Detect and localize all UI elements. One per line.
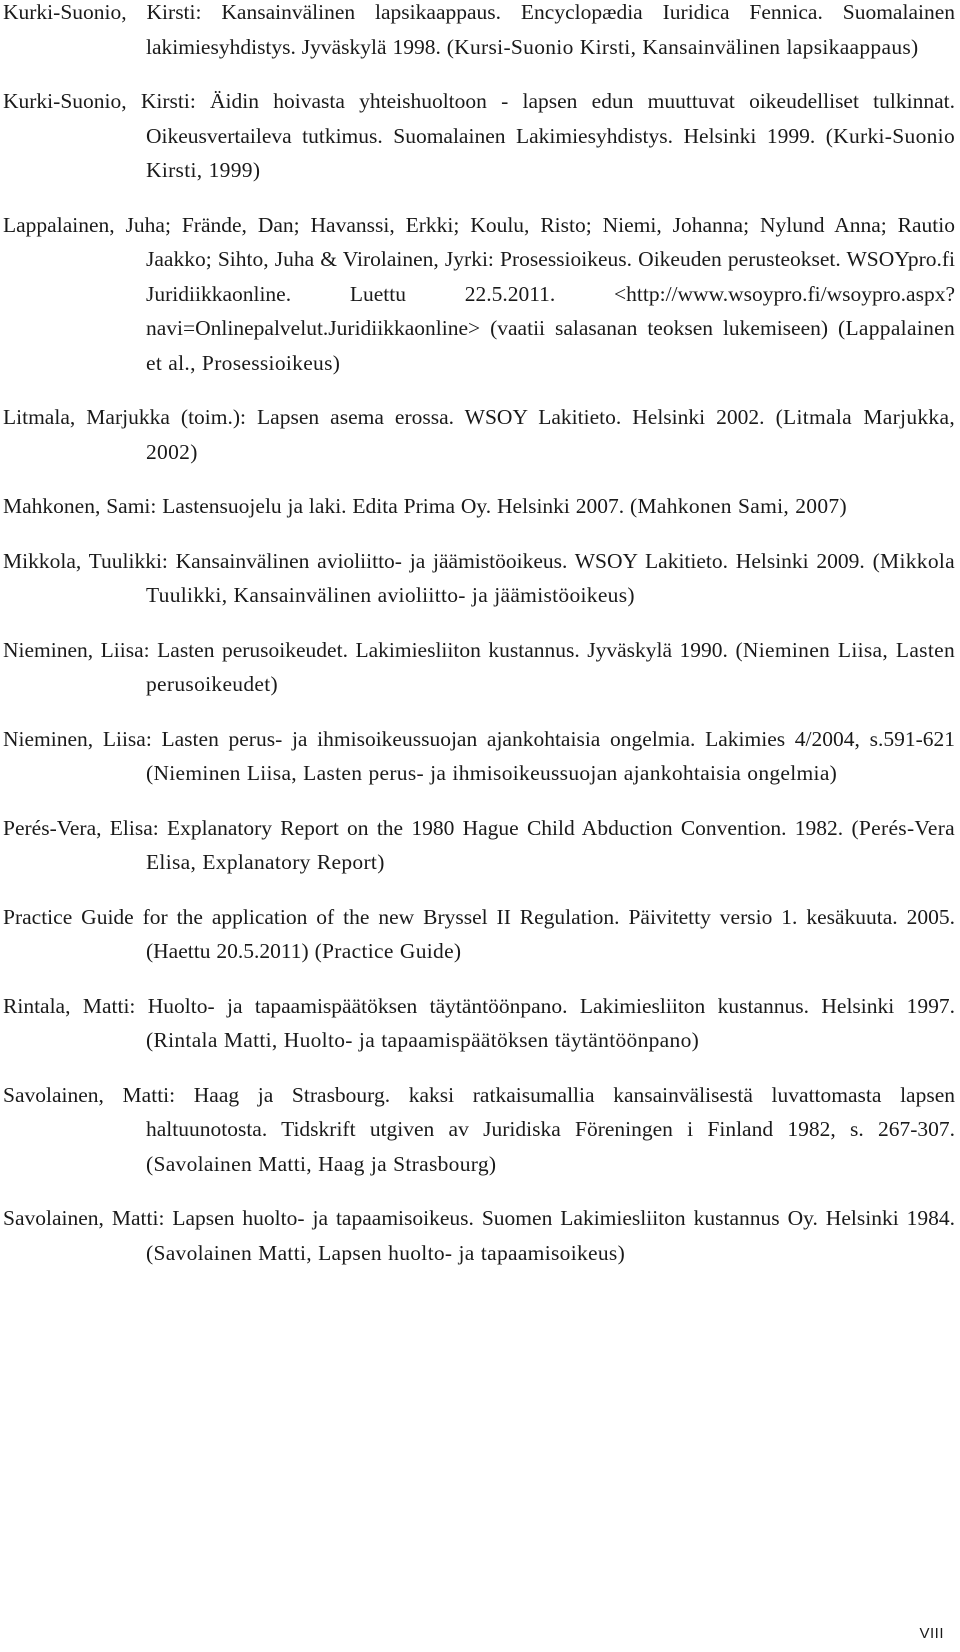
reference-short-citation: (Practice Guide) bbox=[314, 939, 462, 963]
reference-short-citation: (Lappalainen et al., Prosessioikeus) bbox=[146, 316, 956, 375]
reference-entry bbox=[3, 989, 955, 1058]
reference-short-citation: (Nieminen Liisa, Lasten perusoikeudet) bbox=[146, 637, 955, 696]
reference-entry bbox=[3, 1201, 955, 1270]
reference-short-citation: (Savolainen Matti, Haag ja Strasbourg) bbox=[146, 1151, 497, 1176]
reference-text: Perés-Vera, Elisa: Explanatory Report on the 1980 Hague Child Abduction Convention. 1982. bbox=[3, 815, 844, 840]
page-number: VIII bbox=[919, 1625, 944, 1642]
reference-text: Practice Guide for the application of the new Bryssel II Regulation. Päivitetty versio 1. kesäkuuta. 2005. (Haettu 20.5.2011) bbox=[3, 904, 955, 963]
reference-entry bbox=[3, 811, 955, 880]
reference-text: Nieminen, Liisa: Lasten perusoikeudet. Lakimiesliiton kustannus. Jyväskylä 1990. bbox=[3, 637, 728, 662]
reference-text: Mikkola, Tuulikki: Kansainvälinen avioliitto- ja jäämistöoikeus. WSOY Lakitieto. Helsinki 2009. bbox=[3, 548, 865, 573]
reference-entry bbox=[3, 489, 955, 524]
reference-entry bbox=[3, 900, 955, 969]
reference-text: Kurki-Suonio, Kirsti: Kansainvälinen lapsikaappaus. Encyclopædia Iuridica Fennica. Suomalainen lakimiesyhdistys. Jyväskylä 1998. bbox=[3, 0, 955, 59]
reference-short-citation: (Nieminen Liisa, Lasten perus- ja ihmisoikeussuojan ajankohtaisia ongelmia) bbox=[146, 761, 838, 785]
reference-entry bbox=[3, 0, 955, 64]
reference-entry bbox=[3, 633, 955, 702]
reference-text: Lappalainen, Juha; Frände, Dan; Havanssi, Erkki; Koulu, Risto; Niemi, Johanna; Nylund Anna; Rautio Jaakko; Sihto, Juha & Virolainen, Jyrki: Prosessioikeus. Oikeuden perusteokset. WSOYpro.fi Juridiikkaonline. Luettu 22.5.2011. <http://www.wsoypro.fi/wsoypro.aspx?navi=Onlinepalvelut.Juridiikkaonline> (vaatii salasanan teoksen lukemiseen) bbox=[3, 212, 955, 340]
reference-list bbox=[3, 0, 955, 1290]
reference-text: Savolainen, Matti: Haag ja Strasbourg. kaksi ratkaisumallia kansainvälisestä luvattomasta lapsen haltuunotosta. Tidskrift utgiven av Juridiska Föreningen i Finland 1982, s. 267-307. bbox=[3, 1082, 955, 1141]
reference-short-citation: (Kurki-Suonio Kirsti, 1999) bbox=[146, 123, 955, 182]
reference-text: Kurki-Suonio, Kirsti: Äidin hoivasta yhteishuoltoon - lapsen edun muuttuvat oikeudelliset tulkinnat. Oikeusvertaileva tutkimus. Suomalainen Lakimiesyhdistys. Helsinki 1999. bbox=[3, 89, 955, 148]
reference-text: Litmala, Marjukka (toim.): Lapsen asema erossa. WSOY Lakitieto. Helsinki 2002. bbox=[3, 405, 765, 429]
reference-entry bbox=[3, 84, 955, 188]
reference-short-citation: (Kursi-Suonio Kirsti, Kansainvälinen lapsikaappaus) bbox=[446, 34, 919, 59]
reference-entry bbox=[3, 544, 955, 613]
reference-entry bbox=[3, 208, 955, 381]
reference-entry bbox=[3, 400, 955, 469]
reference-text: Rintala, Matti: Huolto- ja tapaamispäätöksen täytäntöönpano. Lakimiesliiton kustannus. Helsinki 1997. bbox=[3, 993, 955, 1018]
reference-text: Savolainen, Matti: Lapsen huolto- ja tapaamisoikeus. Suomen Lakimiesliiton kustannus Oy. Helsinki 1984. bbox=[3, 1206, 955, 1230]
reference-entry bbox=[3, 722, 955, 791]
reference-entry bbox=[3, 1078, 955, 1182]
reference-short-citation: (Mahkonen Sami, 2007) bbox=[630, 494, 847, 518]
reference-short-citation: (Litmala Marjukka, 2002) bbox=[146, 405, 956, 464]
reference-short-citation: (Savolainen Matti, Lapsen huolto- ja tapaamisoikeus) bbox=[146, 1240, 626, 1265]
reference-text: Nieminen, Liisa: Lasten perus- ja ihmisoikeussuojan ajankohtaisia ongelmia. Lakimies 4/2004, s.591-621 bbox=[3, 726, 955, 751]
reference-text: Mahkonen, Sami: Lastensuojelu ja laki. Edita Prima Oy. Helsinki 2007. bbox=[3, 494, 625, 518]
reference-short-citation: (Mikkola Tuulikki, Kansainvälinen avioliitto- ja jäämistöoikeus) bbox=[146, 548, 955, 607]
reference-short-citation: (Rintala Matti, Huolto- ja tapaamispäätöksen täytäntöönpano) bbox=[146, 1028, 700, 1052]
reference-short-citation: (Perés-Vera Elisa, Explanatory Report) bbox=[146, 815, 956, 874]
